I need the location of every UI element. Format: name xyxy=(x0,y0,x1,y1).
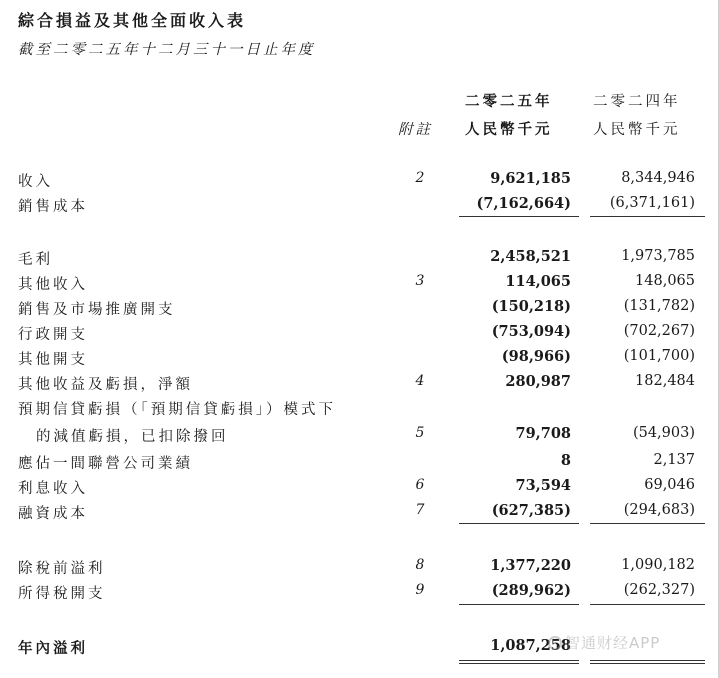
statement-row xyxy=(0,248,719,272)
subtotal-underline xyxy=(459,523,579,524)
subtotal-underline xyxy=(459,216,579,217)
row-prior-value: (131,782) xyxy=(623,298,695,314)
row-label: 銷售及市場推廣開支 xyxy=(18,302,176,318)
statement-title: 綜合損益及其他全面收入表 xyxy=(18,11,247,30)
row-label: 收入 xyxy=(18,174,53,190)
statement-row xyxy=(0,477,719,501)
row-prior-value: (54,903) xyxy=(632,425,695,441)
row-note: 8 xyxy=(415,557,425,573)
statement-row xyxy=(0,298,719,322)
row-current-value: (98,966) xyxy=(501,348,571,365)
row-current-value: (7,162,664) xyxy=(476,195,571,212)
row-current-value: (627,385) xyxy=(491,502,571,519)
row-current-value: 1,377,220 xyxy=(490,557,571,574)
row-label: 行政開支 xyxy=(18,327,88,343)
row-label: 融資成本 xyxy=(18,506,88,522)
row-label: 毛利 xyxy=(18,252,53,268)
row-prior-value: (101,700) xyxy=(623,348,695,364)
row-label: 其他收益及虧損，淨額 xyxy=(18,377,193,393)
watermark xyxy=(548,632,660,653)
statement-row xyxy=(0,273,719,297)
row-label: 預期信貸虧損（「預期信貸虧損」）模式下 xyxy=(18,402,336,418)
subtotal-underline xyxy=(590,216,705,217)
row-current-value: 73,594 xyxy=(515,477,571,494)
row-note: 6 xyxy=(415,477,425,493)
row-label: 除稅前溢利 xyxy=(18,561,106,577)
watermark-text: 智通财经APP xyxy=(565,634,661,652)
row-label: 利息收入 xyxy=(18,481,88,497)
row-note: 4 xyxy=(415,373,425,389)
row-prior-value: 2,137 xyxy=(653,452,695,468)
row-note: 3 xyxy=(415,273,425,289)
row-label: 所得稅開支 xyxy=(18,586,106,602)
row-current-value: 114,065 xyxy=(505,273,571,290)
row-current-value: 9,621,185 xyxy=(490,170,571,187)
statement-row xyxy=(0,398,719,422)
row-label: 其他收入 xyxy=(18,277,88,293)
row-prior-value: (294,683) xyxy=(623,502,695,518)
row-label: 銷售成本 xyxy=(18,199,88,215)
statement-row xyxy=(0,452,719,476)
statement-period: 截至二零二五年十二月三十一日止年度 xyxy=(18,42,316,58)
row-current-value: 8 xyxy=(560,452,571,469)
row-current-value: (150,218) xyxy=(491,298,571,315)
row-note: 9 xyxy=(415,582,425,598)
prior-unit-header: 人民幣千元 xyxy=(593,122,681,138)
row-prior-value: 148,065 xyxy=(635,273,695,289)
statement-row xyxy=(0,373,719,397)
row-current-value: 1,087,258 xyxy=(490,637,571,654)
total-double-underline xyxy=(459,660,579,661)
row-prior-value: (262,327) xyxy=(623,582,695,598)
total-double-underline xyxy=(590,660,705,661)
row-label: 的減值虧損，已扣除撥回 xyxy=(36,429,229,445)
total-double-underline xyxy=(590,663,705,664)
statement-row xyxy=(0,557,719,581)
row-current-value: 280,987 xyxy=(505,373,571,390)
row-label: 其他開支 xyxy=(18,352,88,368)
current-year-header: 二零二五年 xyxy=(465,93,553,110)
row-current-value: (289,962) xyxy=(491,582,571,599)
row-prior-value: 69,046 xyxy=(644,477,695,493)
subtotal-underline xyxy=(459,604,579,605)
row-prior-value: 182,484 xyxy=(635,373,695,389)
row-current-value: 2,458,521 xyxy=(490,248,571,265)
prior-year-header: 二零二四年 xyxy=(593,94,681,110)
note-column-header: 附註 xyxy=(398,122,433,138)
statement-row xyxy=(0,323,719,347)
row-prior-value: (6,371,161) xyxy=(609,195,695,211)
row-current-value: 79,708 xyxy=(515,425,571,442)
total-double-underline xyxy=(459,663,579,664)
statement-row xyxy=(0,348,719,372)
row-prior-value: 1,973,785 xyxy=(621,248,695,264)
row-label: 年內溢利 xyxy=(18,640,88,657)
statement-row xyxy=(0,170,719,194)
row-current-value: (753,094) xyxy=(491,323,571,340)
statement-row xyxy=(0,582,719,606)
row-prior-value: 1,090,182 xyxy=(621,557,695,573)
row-note: 5 xyxy=(415,425,425,441)
row-prior-value: 8,344,946 xyxy=(621,170,695,186)
subtotal-underline xyxy=(590,523,705,524)
row-prior-value: (702,267) xyxy=(623,323,695,339)
watermark-logo-icon xyxy=(548,636,562,650)
row-label: 應佔一間聯營公司業績 xyxy=(18,456,193,472)
subtotal-underline xyxy=(590,604,705,605)
row-note: 7 xyxy=(415,502,425,518)
row-note: 2 xyxy=(415,170,425,186)
statement-row xyxy=(0,425,719,449)
current-unit-header: 人民幣千元 xyxy=(465,121,553,138)
